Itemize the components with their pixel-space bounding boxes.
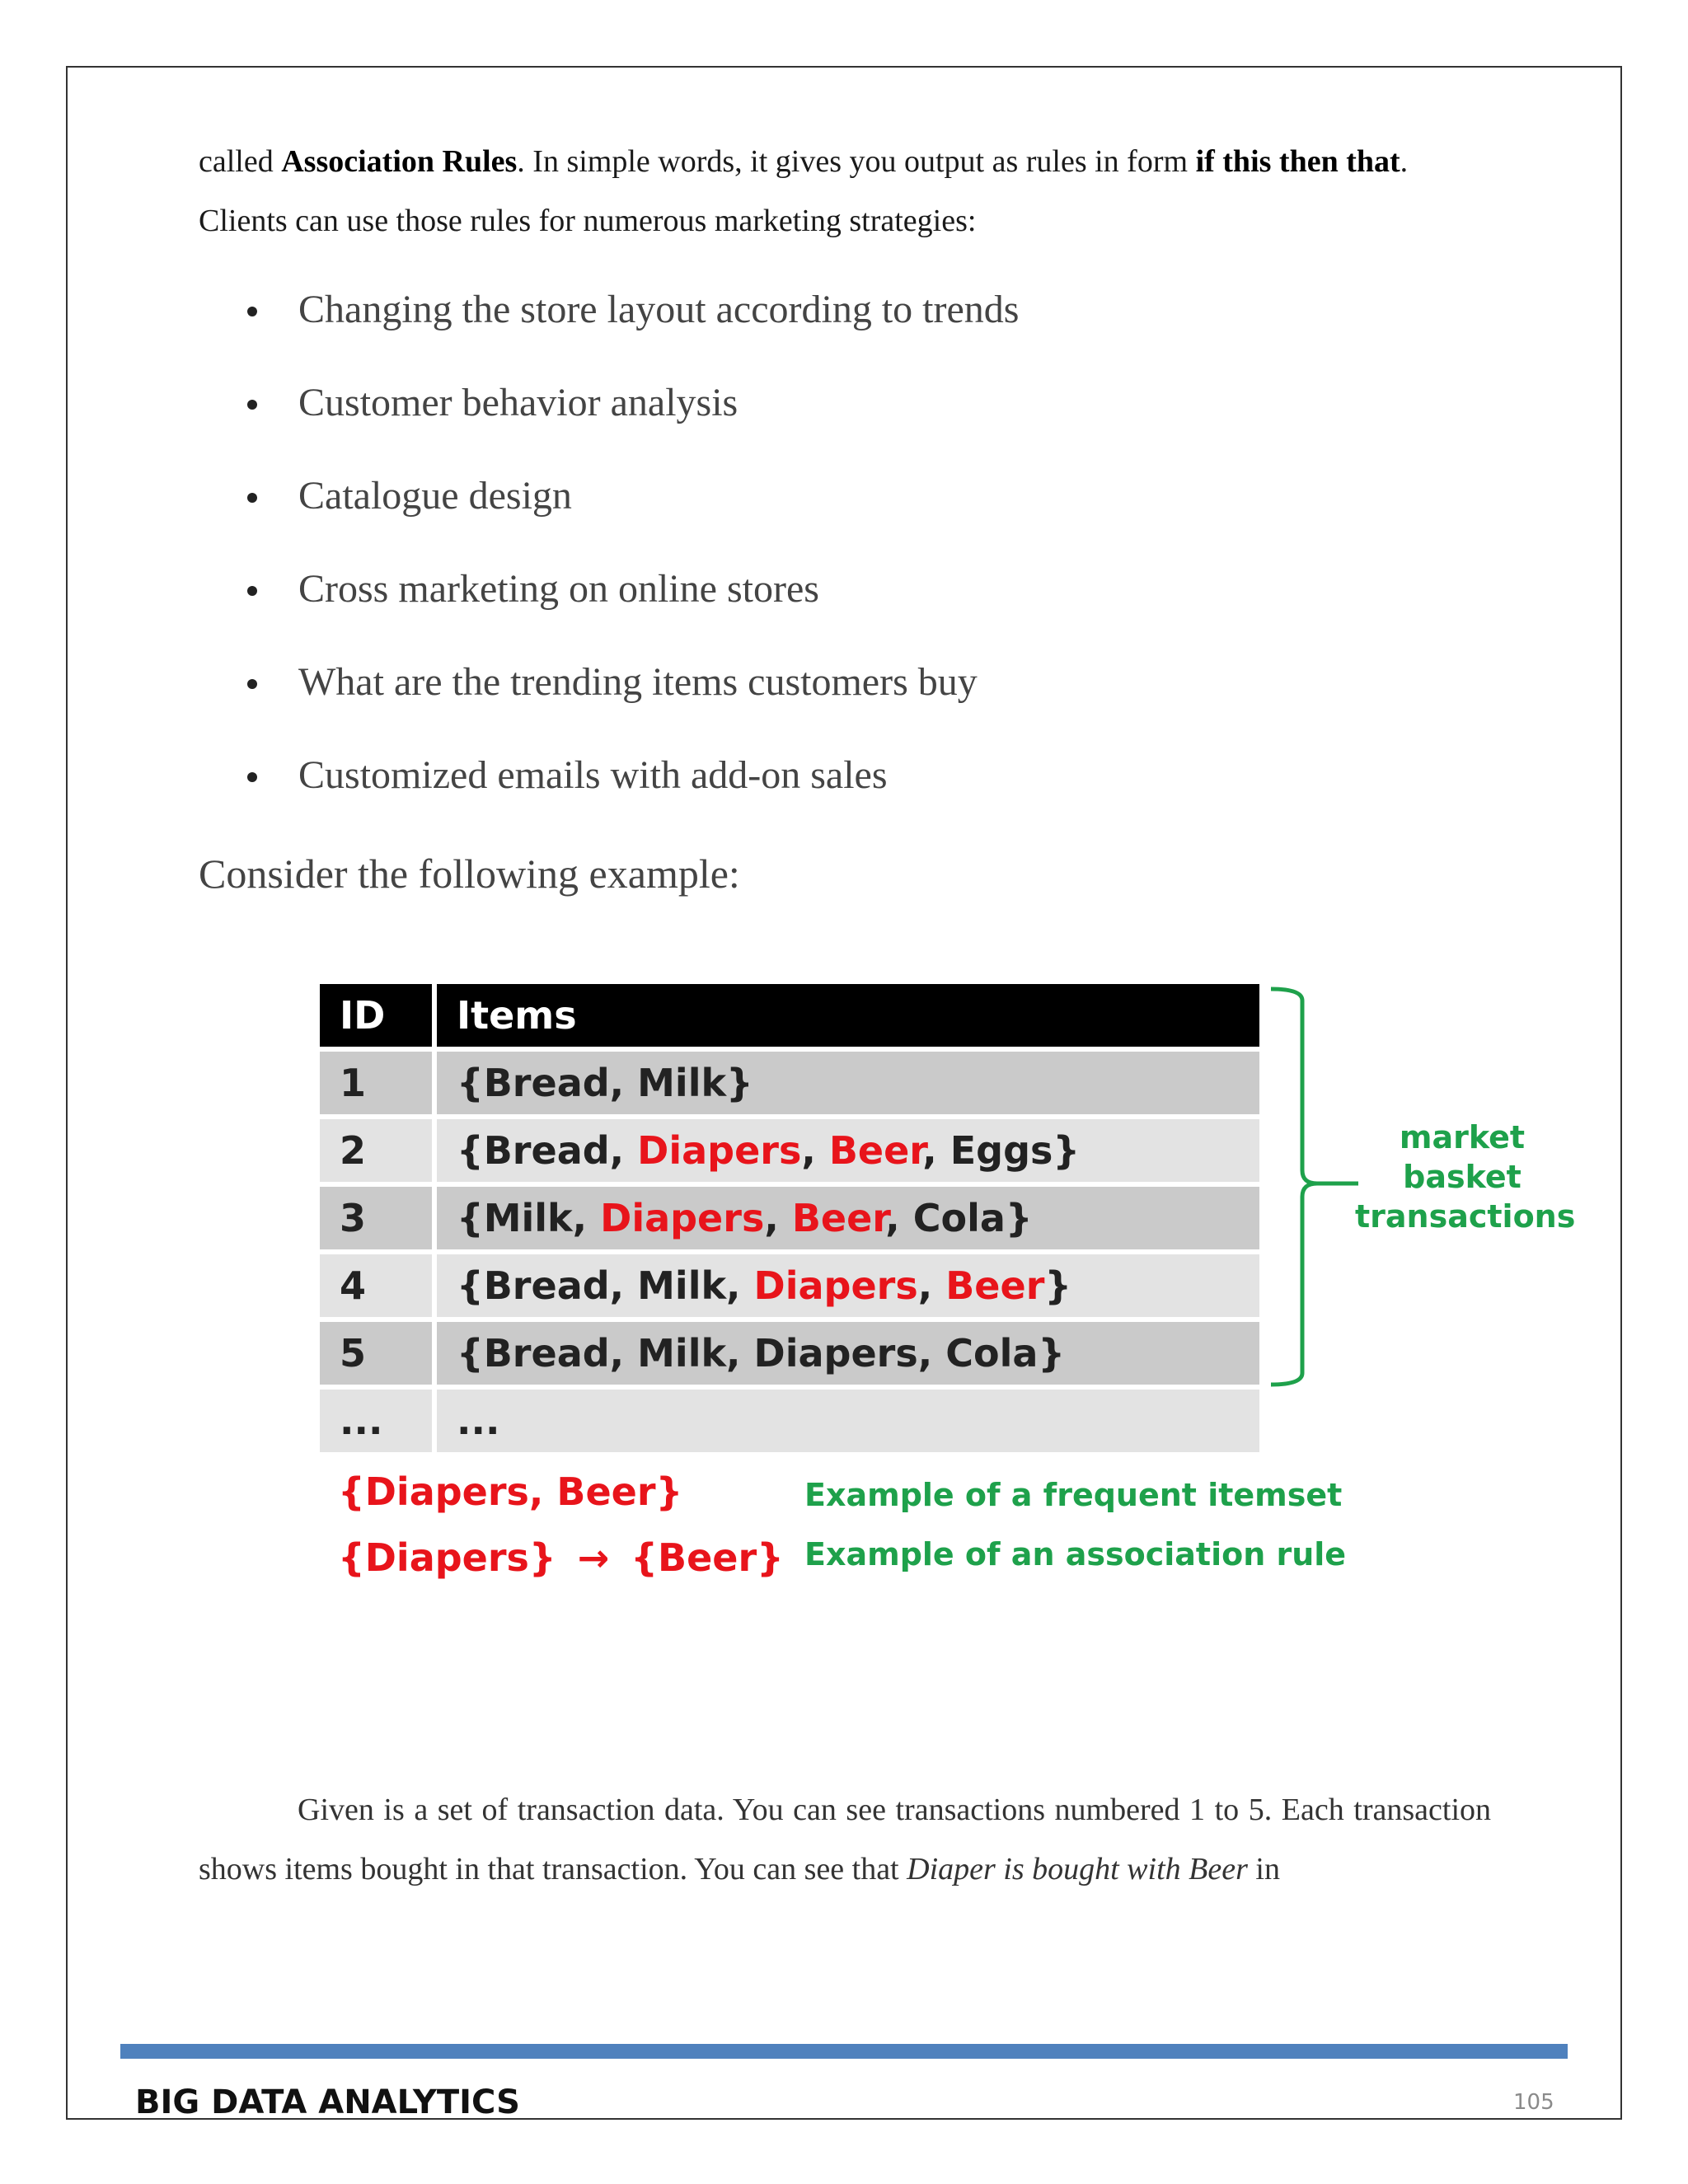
cell-id: ... [320, 1390, 432, 1452]
item-highlight-diapers: Diapers [753, 1263, 918, 1308]
cell-items [437, 1322, 1259, 1385]
cell-id: 1 [320, 1052, 432, 1114]
intro-line-2: Clients can use those rules for numerous marketing strategies: [199, 204, 977, 238]
list-item [239, 370, 1019, 463]
item-text: {Bread, Milk, [457, 1263, 754, 1308]
list-item [239, 556, 1019, 649]
consider-heading: Consider the following example: [199, 851, 740, 897]
intro-paragraph [199, 132, 1491, 251]
page-number: 105 [1513, 2090, 1554, 2115]
list-item-text: Catalogue design [298, 474, 572, 518]
list-item [239, 463, 1019, 556]
item-text: , [764, 1196, 792, 1240]
table-row [320, 1254, 1259, 1317]
item-text: {Bread, Milk, Diapers, Cola} [457, 1331, 1066, 1376]
item-text: , Eggs} [922, 1128, 1081, 1173]
para-text-2: in [1247, 1852, 1280, 1886]
intro-bold-association-rules: Association Rules [281, 144, 518, 179]
strategy-list [239, 277, 1019, 836]
list-item-text: Cross marketing on online stores [298, 567, 819, 611]
item-text: , [917, 1263, 946, 1308]
footer-title: BIG DATA ANALYTICS [135, 2083, 520, 2121]
frequent-itemset: {Diapers, Beer} [338, 1469, 683, 1514]
bullet-icon [247, 772, 257, 782]
transactions-table [320, 984, 1259, 1457]
association-rule-desc: Example of an association rule [804, 1536, 1347, 1572]
frequent-itemset-desc: Example of a frequent itemset [804, 1477, 1343, 1513]
transactions-figure [313, 972, 1599, 1624]
cell-id: 2 [320, 1119, 432, 1182]
cell-items [437, 1119, 1259, 1182]
cell-id: 5 [320, 1322, 432, 1385]
item-text: {Bread, Milk} [457, 1061, 753, 1105]
label-line: transactions [1355, 1198, 1576, 1235]
item-text: {Bread, [457, 1128, 638, 1173]
list-item-text: Customer behavior analysis [298, 381, 738, 424]
item-text: ... [457, 1399, 500, 1443]
curly-brace-icon [1266, 986, 1365, 1390]
table-row [320, 1119, 1259, 1182]
cell-items [437, 1052, 1259, 1114]
intro-bold-if-this-then-that: if this then that [1195, 144, 1400, 179]
cell-items [437, 1390, 1259, 1452]
label-line: basket [1403, 1159, 1522, 1195]
table-row [320, 1187, 1259, 1249]
list-item-text: Changing the store layout according to trends [298, 288, 1020, 331]
table-header-row [320, 984, 1259, 1047]
rule-antecedent: {Diapers} [338, 1535, 556, 1580]
market-basket-label [1355, 1118, 1576, 1236]
table-row [320, 1390, 1259, 1452]
item-highlight-beer: Beer [828, 1128, 923, 1173]
bullet-icon [247, 307, 257, 316]
list-item-text: What are the trending items customers buy [298, 660, 978, 704]
item-highlight-diapers: Diapers [637, 1128, 802, 1173]
bullet-icon [247, 493, 257, 503]
association-rule [338, 1533, 784, 1582]
header-items: Items [437, 984, 1259, 1047]
table-row [320, 1052, 1259, 1114]
intro-text-2: . In simple words, it gives you output as rules in form [517, 144, 1196, 179]
cell-items [437, 1254, 1259, 1317]
cell-items [437, 1187, 1259, 1249]
cell-id: 4 [320, 1254, 432, 1317]
para-italic: Diaper is bought with Beer [907, 1852, 1248, 1886]
bullet-icon [247, 586, 257, 596]
table-row [320, 1322, 1259, 1385]
item-text: } [1044, 1263, 1072, 1308]
explanation-paragraph [199, 1780, 1491, 1899]
item-highlight-beer: Beer [791, 1196, 886, 1240]
header-id: ID [320, 984, 432, 1047]
rule-consequent: {Beer} [631, 1535, 784, 1580]
item-text: , Cola} [885, 1196, 1033, 1240]
intro-text-3: . [1400, 144, 1409, 179]
bullet-icon [247, 400, 257, 410]
bullet-icon [247, 679, 257, 689]
cell-id: 3 [320, 1187, 432, 1249]
para-text-1: Given is a set of transaction data. You can see transactions numbered 1 to 5. Each transaction shows items bought in that transaction. You can see that [199, 1793, 1491, 1886]
list-item [239, 649, 1019, 743]
intro-text-1: called [199, 144, 282, 179]
item-text: {Milk, [457, 1196, 601, 1240]
list-item [239, 277, 1019, 370]
item-text: , [801, 1128, 829, 1173]
label-line: market [1399, 1119, 1526, 1155]
item-highlight-diapers: Diapers [600, 1196, 765, 1240]
list-item-text: Customized emails with add-on sales [298, 753, 888, 797]
item-highlight-beer: Beer [945, 1263, 1045, 1308]
footer-divider [120, 2044, 1568, 2059]
arrow-right-icon: → [577, 1535, 610, 1580]
list-item [239, 743, 1019, 836]
